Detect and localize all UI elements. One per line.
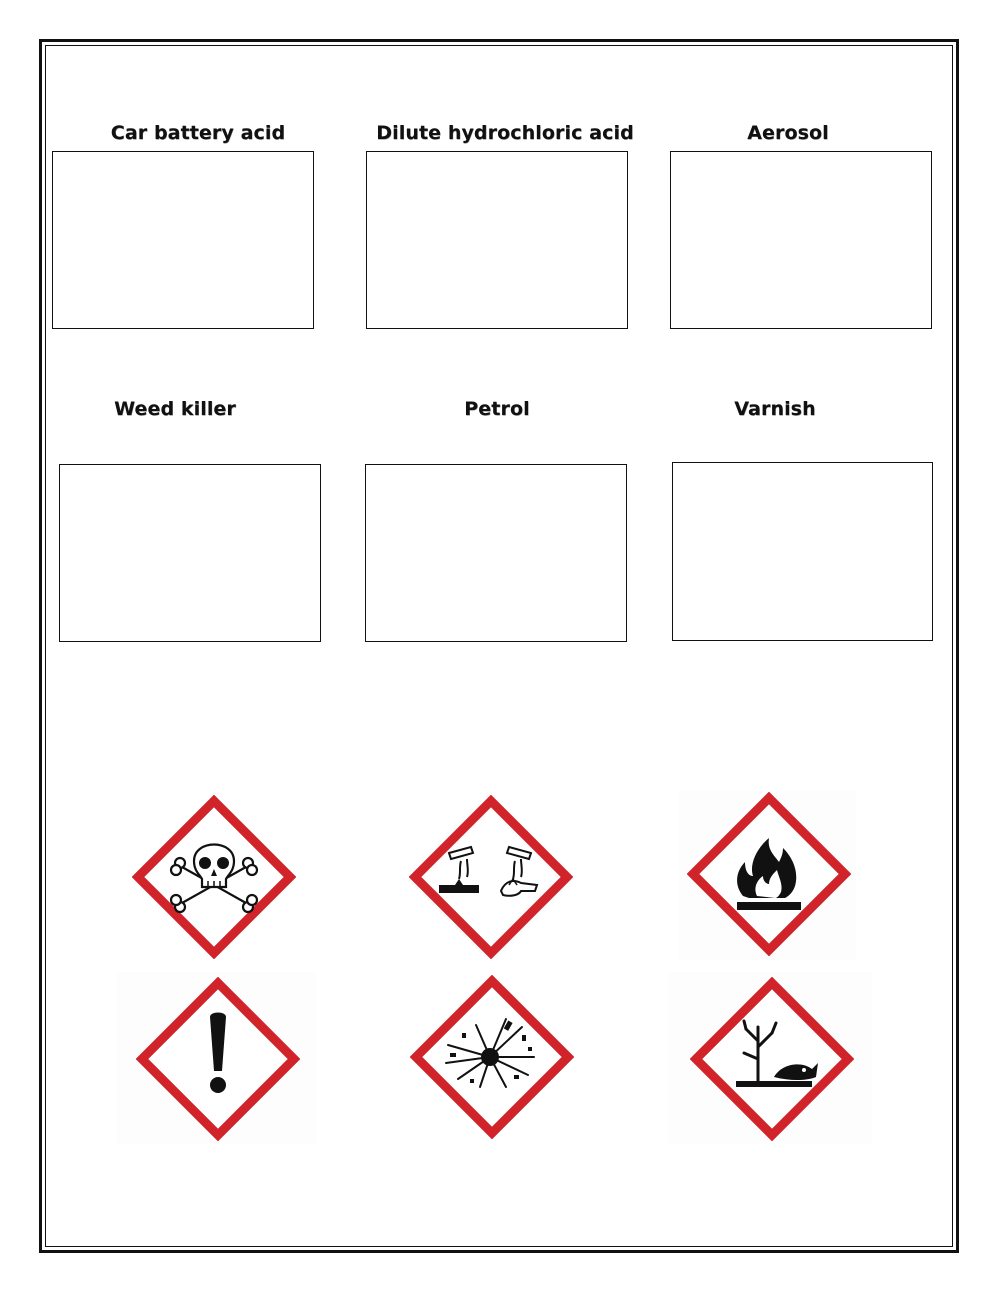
label-car-battery-acid: Car battery acid: [110, 122, 286, 144]
drop-box-dilute-hydrochloric-acid[interactable]: [366, 151, 628, 329]
drop-box-aerosol[interactable]: [670, 151, 932, 329]
toxic-skull-crossbones-icon[interactable]: [132, 795, 296, 959]
explosive-icon[interactable]: [410, 975, 574, 1139]
flammable-icon[interactable]: [687, 792, 851, 956]
label-petrol: Petrol: [464, 398, 530, 420]
label-dilute-hydrochloric-acid: Dilute hydrochloric acid: [376, 122, 634, 144]
label-varnish: Varnish: [734, 398, 816, 420]
drop-box-petrol[interactable]: [365, 464, 627, 642]
drop-box-weed-killer[interactable]: [59, 464, 321, 642]
label-weed-killer: Weed killer: [114, 398, 236, 420]
label-aerosol: Aerosol: [747, 122, 829, 144]
harmful-exclamation-icon[interactable]: [136, 977, 300, 1141]
environmental-hazard-icon[interactable]: [690, 977, 854, 1141]
corrosive-icon[interactable]: [409, 795, 573, 959]
drop-box-varnish[interactable]: [672, 462, 933, 641]
drop-box-car-battery-acid[interactable]: [52, 151, 314, 329]
